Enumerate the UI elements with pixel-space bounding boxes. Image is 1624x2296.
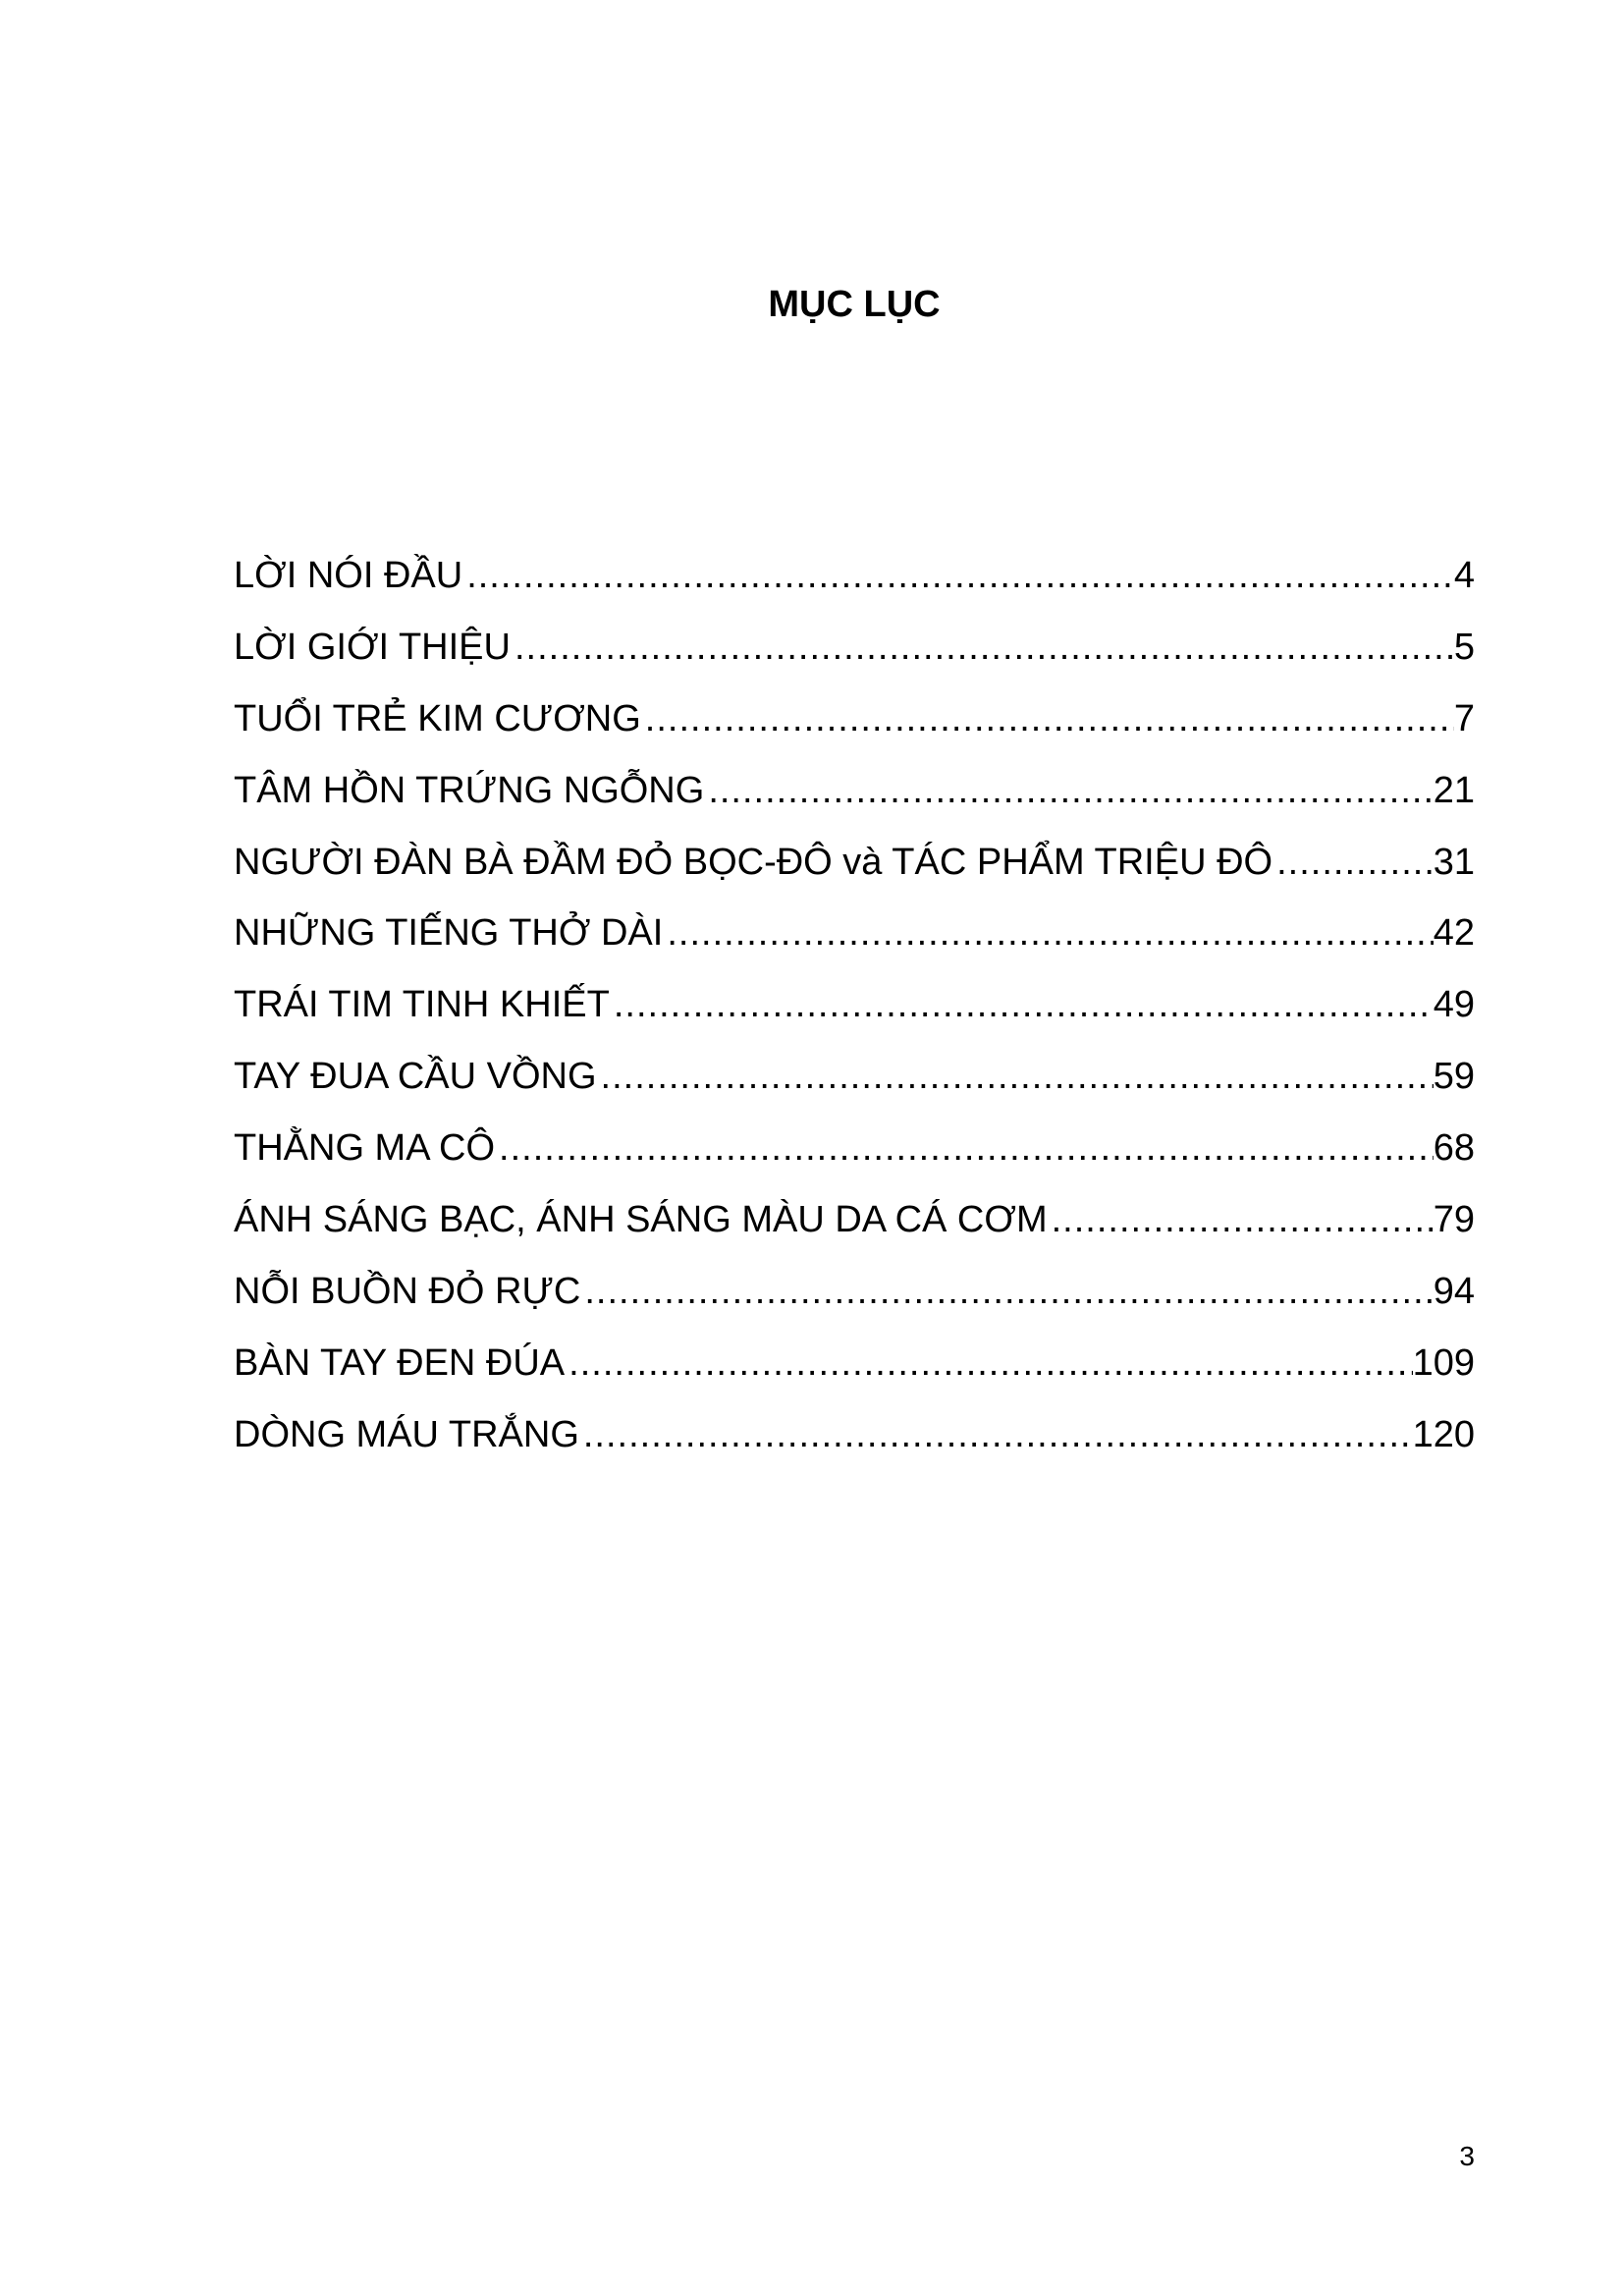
toc-entry-page: 5 (1453, 626, 1475, 668)
toc-entry[interactable] (234, 827, 1475, 899)
toc-entry[interactable] (234, 1328, 1475, 1399)
toc-entry[interactable] (234, 1113, 1475, 1184)
toc-entry-title: BÀN TAY ĐEN ĐÚA (234, 1341, 566, 1384)
toc-entry-page: 109 (1412, 1341, 1475, 1384)
toc-entry-title: TAY ĐUA CẦU VỒNG (234, 1056, 597, 1098)
toc-leader-dots (462, 540, 1454, 612)
toc-leader-dots (610, 969, 1434, 1041)
toc-leader-dots (565, 1328, 1412, 1399)
toc-entry-page: 21 (1433, 769, 1475, 811)
page-title: MỤC LỤC (768, 284, 941, 325)
toc-entry-page: 7 (1453, 697, 1475, 739)
toc-entry[interactable] (234, 755, 1475, 827)
toc-entry[interactable] (234, 898, 1475, 969)
toc-entry[interactable] (234, 1256, 1475, 1328)
toc-entry[interactable] (234, 1399, 1475, 1471)
toc-entry-page: 120 (1412, 1413, 1475, 1455)
toc-leader-dots (663, 898, 1433, 969)
toc-entry[interactable] (234, 1041, 1475, 1113)
toc-leader-dots (580, 1256, 1433, 1328)
toc-entry-title: TRÁI TIM TINH KHIẾT (234, 984, 610, 1026)
toc-leader-dots (1048, 1184, 1434, 1256)
toc-leader-dots (1272, 827, 1434, 899)
toc-entry-page: 59 (1433, 1056, 1475, 1098)
toc-entry-page: 94 (1433, 1270, 1475, 1312)
toc-leader-dots (641, 683, 1454, 755)
toc-entry-page: 42 (1433, 912, 1475, 955)
toc-entry-page: 68 (1433, 1127, 1475, 1170)
toc-entry-title: TÂM HỒN TRỨNG NGỖNG (234, 769, 705, 811)
toc-leader-dots (704, 755, 1433, 827)
toc-entry-page: 31 (1433, 841, 1475, 883)
table-of-contents (234, 540, 1475, 1471)
toc-entry[interactable] (234, 1184, 1475, 1256)
toc-entry[interactable] (234, 683, 1475, 755)
toc-entry-title: LỜI NÓI ĐẦU (234, 555, 463, 596)
toc-leader-dots (579, 1399, 1413, 1471)
toc-entry-title: LỜI GIỚI THIỆU (234, 626, 511, 668)
toc-entry-page: 49 (1433, 984, 1475, 1026)
toc-entry-title: TUỔI TRẺ KIM CƯƠNG (234, 697, 641, 739)
toc-entry-title: NỖI BUỒN ĐỎ RỰC (234, 1270, 581, 1312)
toc-entry[interactable] (234, 612, 1475, 683)
toc-entry-title: NHỮNG TIẾNG THỞ DÀI (234, 912, 664, 955)
toc-entry-title: DÒNG MÁU TRẮNG (234, 1413, 579, 1455)
toc-entry-title: THẰNG MA CÔ (234, 1127, 496, 1170)
toc-entry-title: ÁNH SÁNG BẠC, ÁNH SÁNG MÀU DA CÁ CƠM (234, 1199, 1048, 1241)
toc-entry-title: NGƯỜI ĐÀN BÀ ĐẦM ĐỎ BỌC-ĐÔ và TÁC PHẨM TRIỆU ĐÔ (234, 841, 1273, 883)
page-number: 3 (1459, 2141, 1475, 2171)
toc-leader-dots (597, 1041, 1434, 1113)
toc-leader-dots (511, 612, 1454, 683)
toc-entry[interactable] (234, 969, 1475, 1041)
toc-entry[interactable] (234, 540, 1475, 612)
toc-entry-page: 79 (1433, 1199, 1475, 1241)
toc-entry-page: 4 (1453, 555, 1475, 596)
toc-leader-dots (495, 1113, 1434, 1184)
